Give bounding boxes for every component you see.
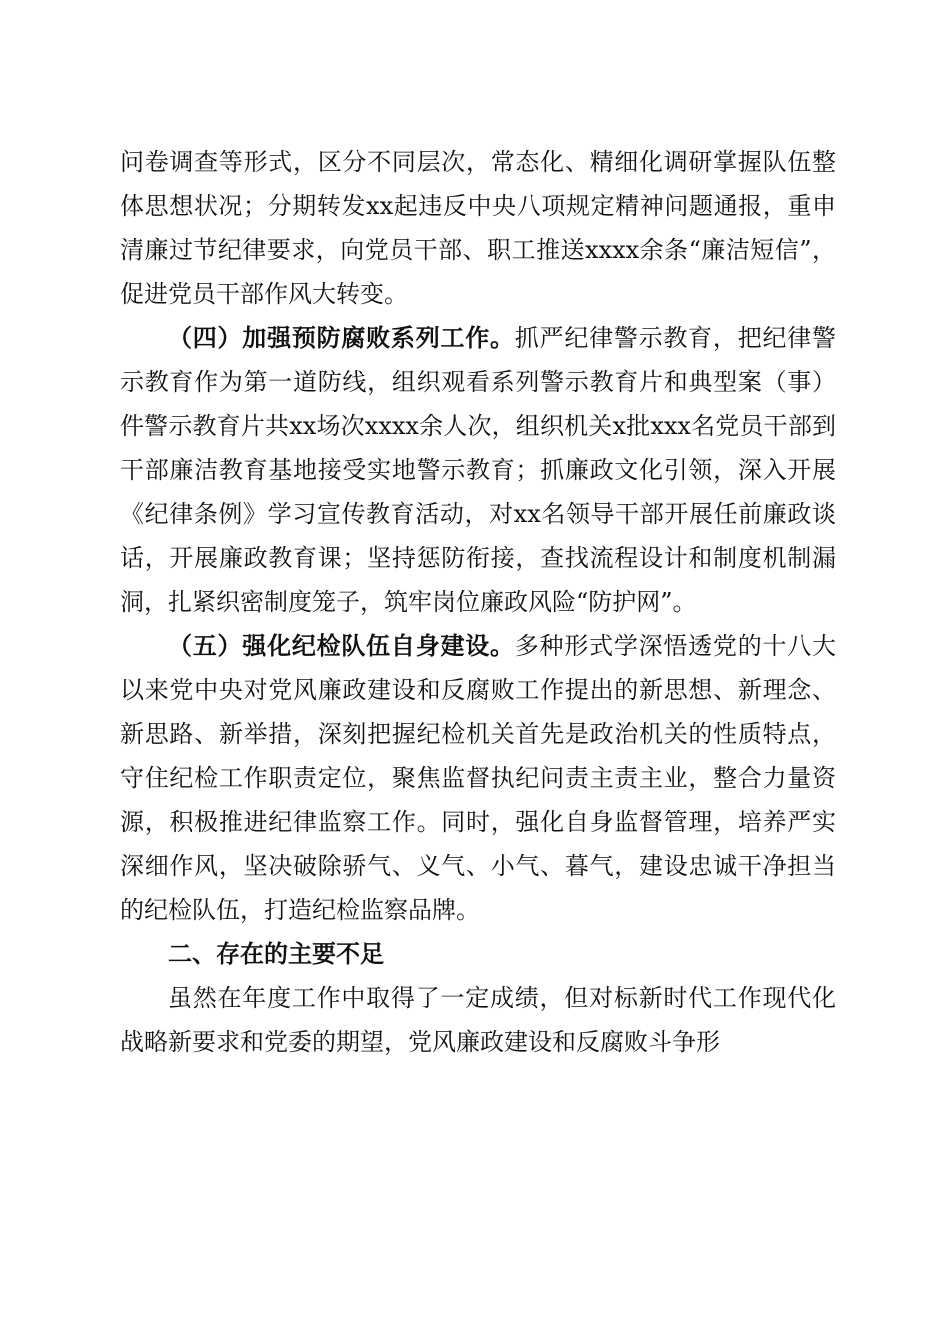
paragraph-lead: （四）加强预防腐败系列工作。 <box>168 323 515 352</box>
paragraph-text: 问卷调查等形式，区分不同层次，常态化、精细化调研掌握队伍整体思想状况；分期转发xx起违反中央八项规定精神问题通报，重申清廉过节纪律要求，向党员干部、职工推送xxxx余条“廉洁短信”，促进党员干部作风大转变。 <box>120 148 836 308</box>
paragraph-text: 虽然在年度工作中取得了一定成绩，但对标新时代工作现代化战略新要求和党委的期望，党风廉政建设和反腐败斗争形 <box>120 984 836 1056</box>
document-body <box>120 140 836 1064</box>
paragraph-team-building <box>120 624 836 932</box>
paragraph-text: 抓严纪律警示教育，把纪律警示教育作为第一道防线，组织观看系列警示教育片和典型案（事）件警示教育片共xx场次xxxx余人次，组织机关x批xxx名党员干部到干部廉洁教育基地接受实地警示教育；抓廉政文化引领，深入开展《纪律条例》学习宣传教育活动，对xx名领导干部开展任前廉政谈话，开展廉政教育课；坚持惩防衔接，查找流程设计和制度机制漏洞，扎紧织密制度笼子，筑牢岗位廉政风险“防护网”。 <box>120 324 837 616</box>
paragraph-prevention <box>120 316 836 624</box>
paragraph-lead: （五）强化纪检队伍自身建设。 <box>168 631 515 660</box>
section-heading: 二、存在的主要不足 <box>168 940 384 968</box>
paragraph-shortcomings <box>120 976 836 1064</box>
paragraph-text: 多种形式学深悟透党的十八大以来党中央对党风廉政建设和反腐败工作提出的新思想、新理念、新思路、新举措，深刻把握纪检机关首先是政治机关的性质特点，守住纪检工作职责定位，聚焦监督执纪问责主责主业，整合力量资源，积极推进纪律监察工作。同时，强化自身监督管理，培养严实深细作风，坚决破除骄气、义气、小气、暮气，建设忠诚干净担当的纪检队伍，打造纪检监察品牌。 <box>120 632 837 924</box>
paragraph-continuation <box>120 140 836 316</box>
